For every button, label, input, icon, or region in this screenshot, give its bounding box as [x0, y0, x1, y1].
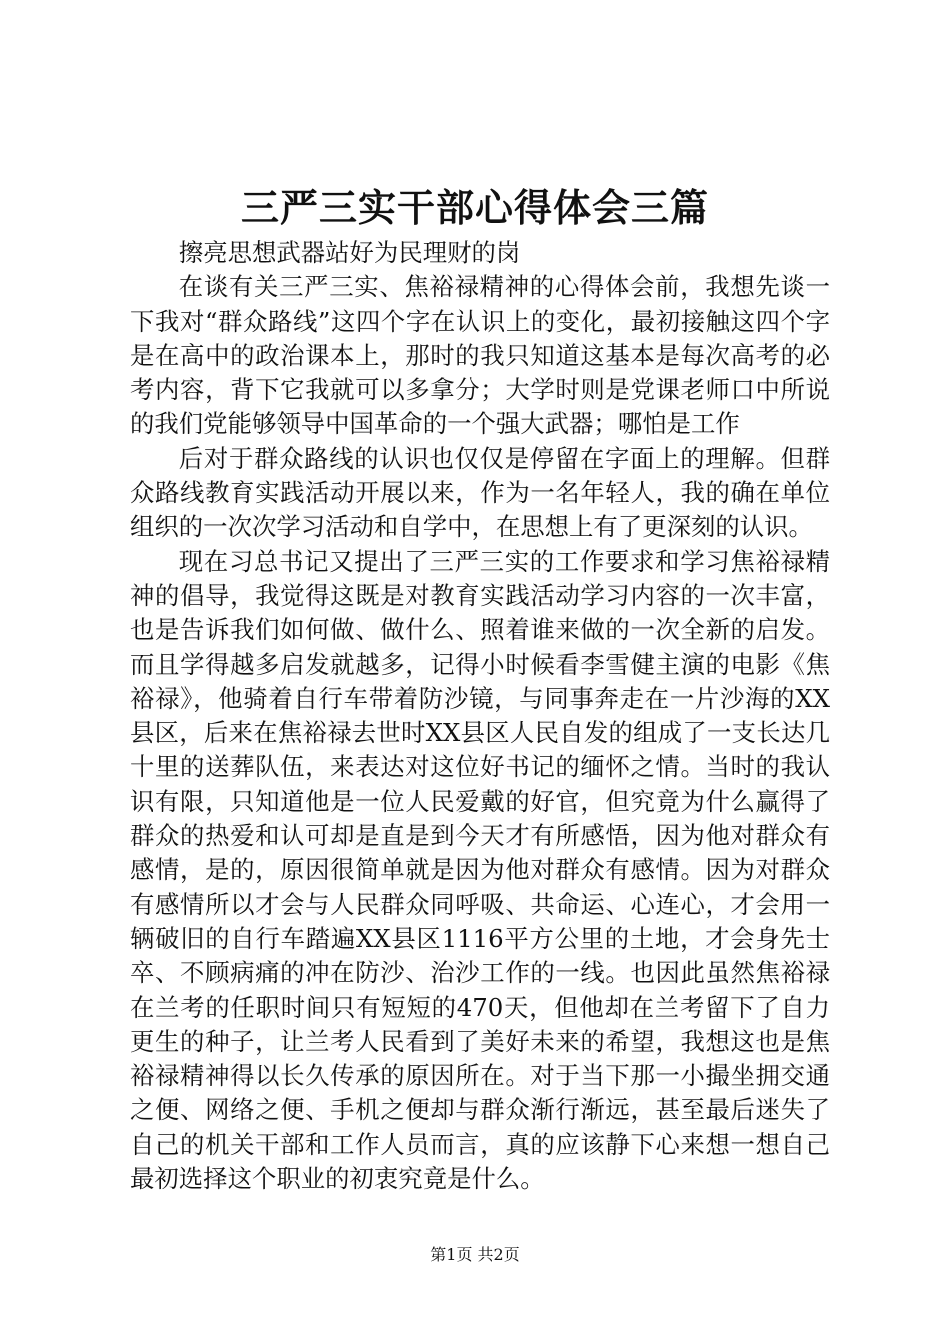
document-body — [130, 236, 830, 1196]
paragraph-2: 后对于群众路线的认识也仅仅是停留在字面上的理解。但群众路线教育实践活动开展以来，作为一名年轻人，我的确在单位组织的一次次学习活动和自学中，在思想上有了更深刻的认识。 — [130, 443, 830, 542]
document-subtitle: 擦亮思想武器站好为民理财的岗 — [178, 238, 521, 267]
paragraph-3: 现在习总书记又提出了三严三实的工作要求和学习焦裕禄精神的倡导，我觉得这既是对教育实践活动学习内容的一次丰富，也是告诉我们如何做、做什么、照着谁来做的一次全新的启发。而且学得越多启发就越多，记得小时候看李雪健主演的电影《焦裕禄》，他骑着自行车带着防沙镜，与同事奔走在一片沙海的XX县区，后来在焦裕禄去世时XX县区人民自发的组成了一支长达几十里的送葬队伍，来表达对这位好书记的缅怀之情。当时的我认识有限，只知道他是一位人民爱戴的好官，但究竟为什么赢得了群众的热爱和认可却是直是到今天才有所感悟，因为他对群众有感情，是的，原因很简单就是因为他对群众有感情。因为对群众有感情所以才会与人民群众同呼吸、共命运、心连心，才会用一辆破旧的自行车踏遍XX县区1116平方公里的土地，才会身先士卒、不顾病痛的冲在防沙、治沙工作的一线。也因此虽然焦裕禄在兰考的任职时间只有短短的470天，但他却在兰考留下了自力更生的种子，让兰考人民看到了美好未来的希望，我想这也是焦裕禄精神得以长久传承的原因所在。对于当下那一小撮坐拥交通之便、网络之便、手机之便却与群众渐行渐远，甚至最后迷失了自己的机关干部和工作人员而言，真的应该静下心来想一想自己最初选择这个职业的初衷究竟是什么。 — [130, 546, 830, 1194]
page-number-footer: 第1页 共2页 — [430, 1245, 520, 1264]
paragraph-1: 在谈有关三严三实、焦裕禄精神的心得体会前，我想先谈一下我对“群众路线”这四个字在认识上的变化，最初接触这四个字是在高中的政治课本上，那时的我只知道这基本是每次高考的必考内容，背下它我就可以多拿分；大学时则是党课老师口中所说的我们党能够领导中国革命的一个强大武器；哪怕是工作 — [130, 272, 830, 439]
document-title: 三严三实干部心得体会三篇 — [240, 185, 709, 230]
